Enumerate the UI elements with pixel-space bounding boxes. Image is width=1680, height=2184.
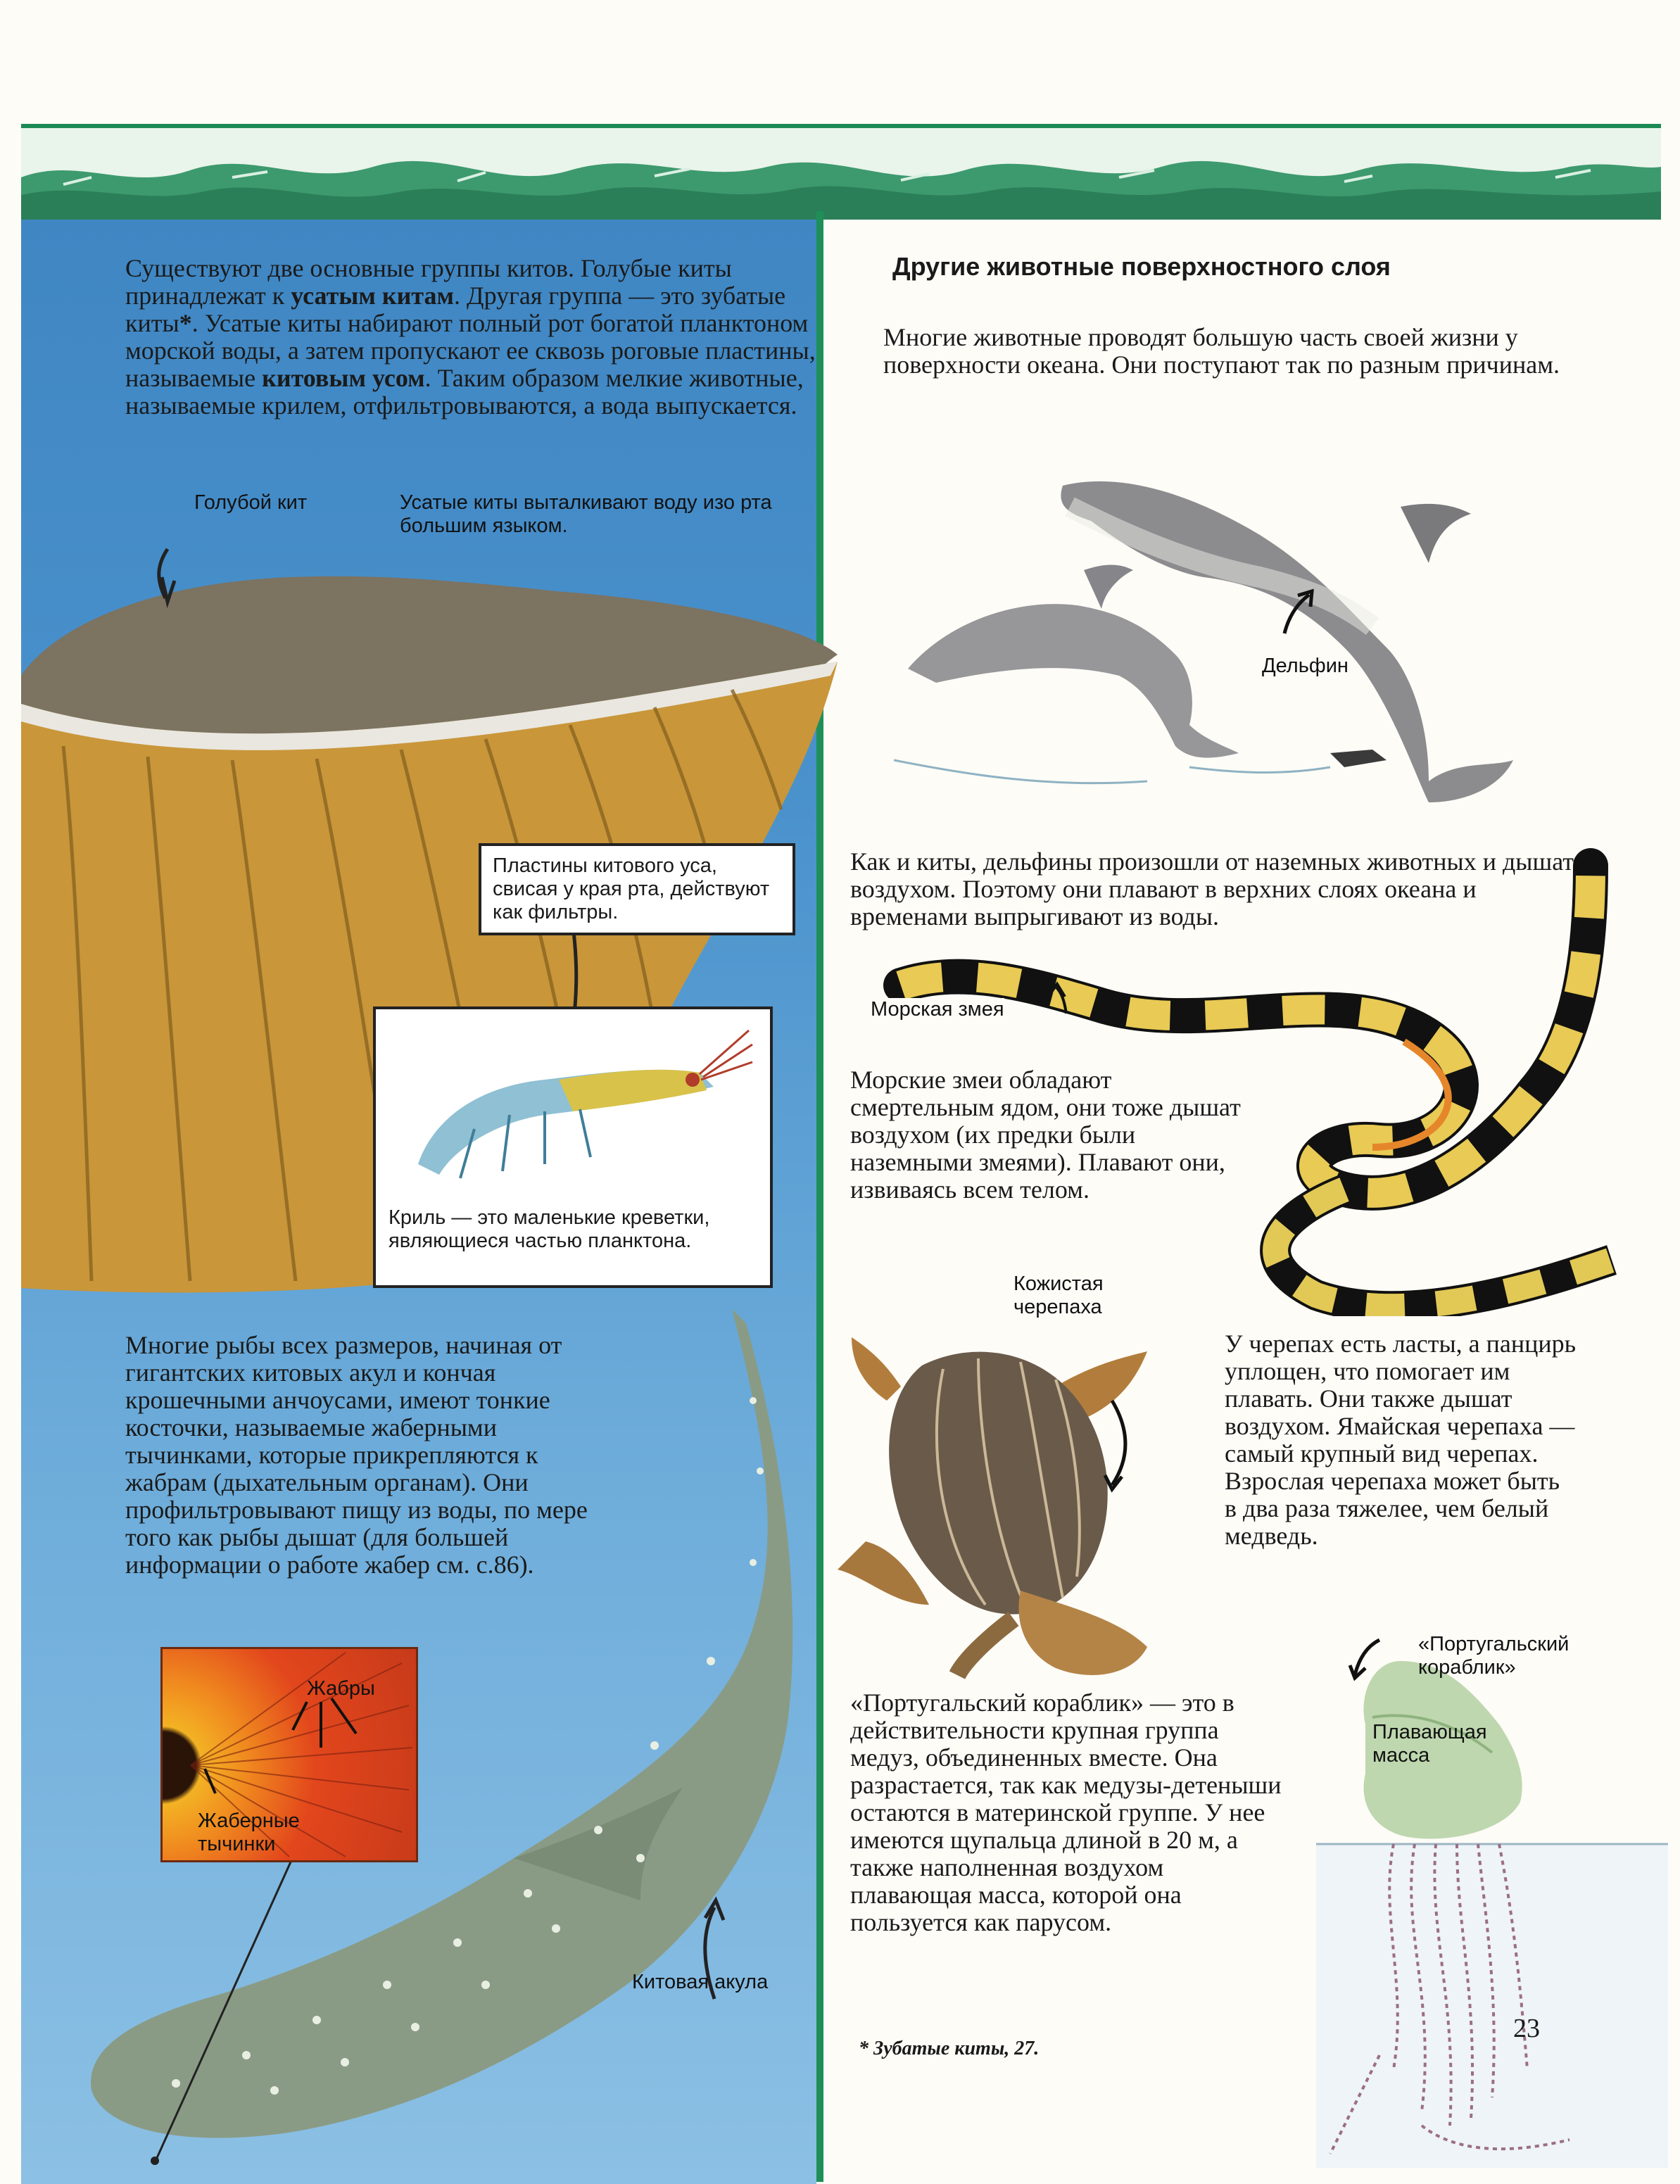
right-intro-text: Многие животные проводят большую часть своей жизни у поверхности океана. Они поступают так по разным причинам. [883, 323, 1560, 379]
label-leatherback-turtle: Кожистая черепаха [1013, 1273, 1104, 1318]
sea-surface-illustration [21, 128, 1661, 220]
whale-intro-part: Существуют две основные группы китов. Голубые киты принадлежат к [125, 254, 732, 310]
leatherback-turtle-illustration [823, 1309, 1218, 1689]
whale-intro-text [125, 255, 822, 419]
krill-box [373, 1006, 773, 1288]
term-baleen-whales: усатым китам [291, 282, 455, 310]
label-man-o-war: «Португальский кораблик» [1418, 1633, 1570, 1679]
label-gills: Жабры [307, 1677, 375, 1700]
label-gill-rakers: Жаберные тычинки [198, 1810, 300, 1855]
whale-intro-part: . Другая группа — это зубатые киты [125, 282, 786, 337]
gills-inset [160, 1647, 418, 1862]
label-whale-shark: Китовая акула [632, 1971, 769, 1993]
label-sea-snake: Морская змея [871, 998, 1004, 1021]
label-dolphin: Дельфин [1262, 655, 1349, 677]
footnote: * Зубатые киты, 27. [859, 2038, 1040, 2059]
whale-shark-illustration [21, 1295, 816, 2182]
label-float: Плавающая масса [1372, 1721, 1487, 1767]
label-baleen-tongue: Усатые киты выталкивают воду изо рта большим языком. [400, 491, 772, 537]
whale-intro-part: . Усатые киты набирают полный рот богатой планктоном морской воды, а затем пропускают ее сквозь роговые пластины, называемые [125, 309, 816, 392]
page-number: 23 [1513, 2014, 1540, 2043]
dolphins-illustration [894, 465, 1598, 845]
krill-illustration [390, 1023, 756, 1192]
baleen-plates-caption-box [479, 843, 795, 935]
footnote-marker: * [179, 309, 192, 337]
section-heading: Другие животные поверхностного слоя [892, 252, 1391, 281]
man-o-war-text: «Португальский кораблик» — это в действительности крупная группа медуз, объединенных вместе. Она разрастается, так как медузы-детеныши остаются в материнской группе. У нее имеются щупальца длиной в 20 м, а также наполненная воздухом плавающая масса, которой она пользуется как парусом. [850, 1689, 1282, 1936]
label-blue-whale: Голубой кит [194, 491, 308, 514]
dolphin-text: Как и киты, дельфины произошли от наземных животных и дышат воздухом. Поэтому они плавают в верхних слоях океана и временами выпрыгивают из воды. [850, 847, 1574, 930]
krill-caption: Криль — это маленькие креветки, являющиеся частью планктона. [389, 1206, 710, 1252]
baleen-plates-caption: Пластины китового уса, свисая у края рта, действуют как фильтры. [493, 854, 770, 923]
man-o-war-illustration [1316, 1633, 1668, 2168]
term-baleen: китовым усом [262, 364, 425, 392]
fish-gill-text: Многие рыбы всех размеров, начиная от гигантских китовых акул и кончая крошечными анчоусами, имеют тонкие косточки, называемые жаберными тычинками, которые прикрепляются к жабрам (дыхательным органам). Они профильтровывают пищу из воды, по мере того как рыбы дышат (для большей информации о работе жабер см. с.86). [125, 1331, 588, 1579]
whale-intro-part: . Таким образом мелкие животные, называемые крилем, отфильтровываются, а вода выпускается. [125, 364, 804, 419]
sea-snake-text: Морские змеи обладают смертельным ядом, они тоже дышат воздухом (их предки были наземными змеями). Плавают они, извиваясь всем телом. [850, 1066, 1241, 1204]
turtle-text: У черепах есть ласты, а панцирь уплощен, что помогает им плавать. Они также дышат воздухом. Ямайская черепаха — самый крупный вид черепах. Взрослая черепаха может быть в два раза тяжелее, чем белый медведь. [1225, 1330, 1577, 1550]
